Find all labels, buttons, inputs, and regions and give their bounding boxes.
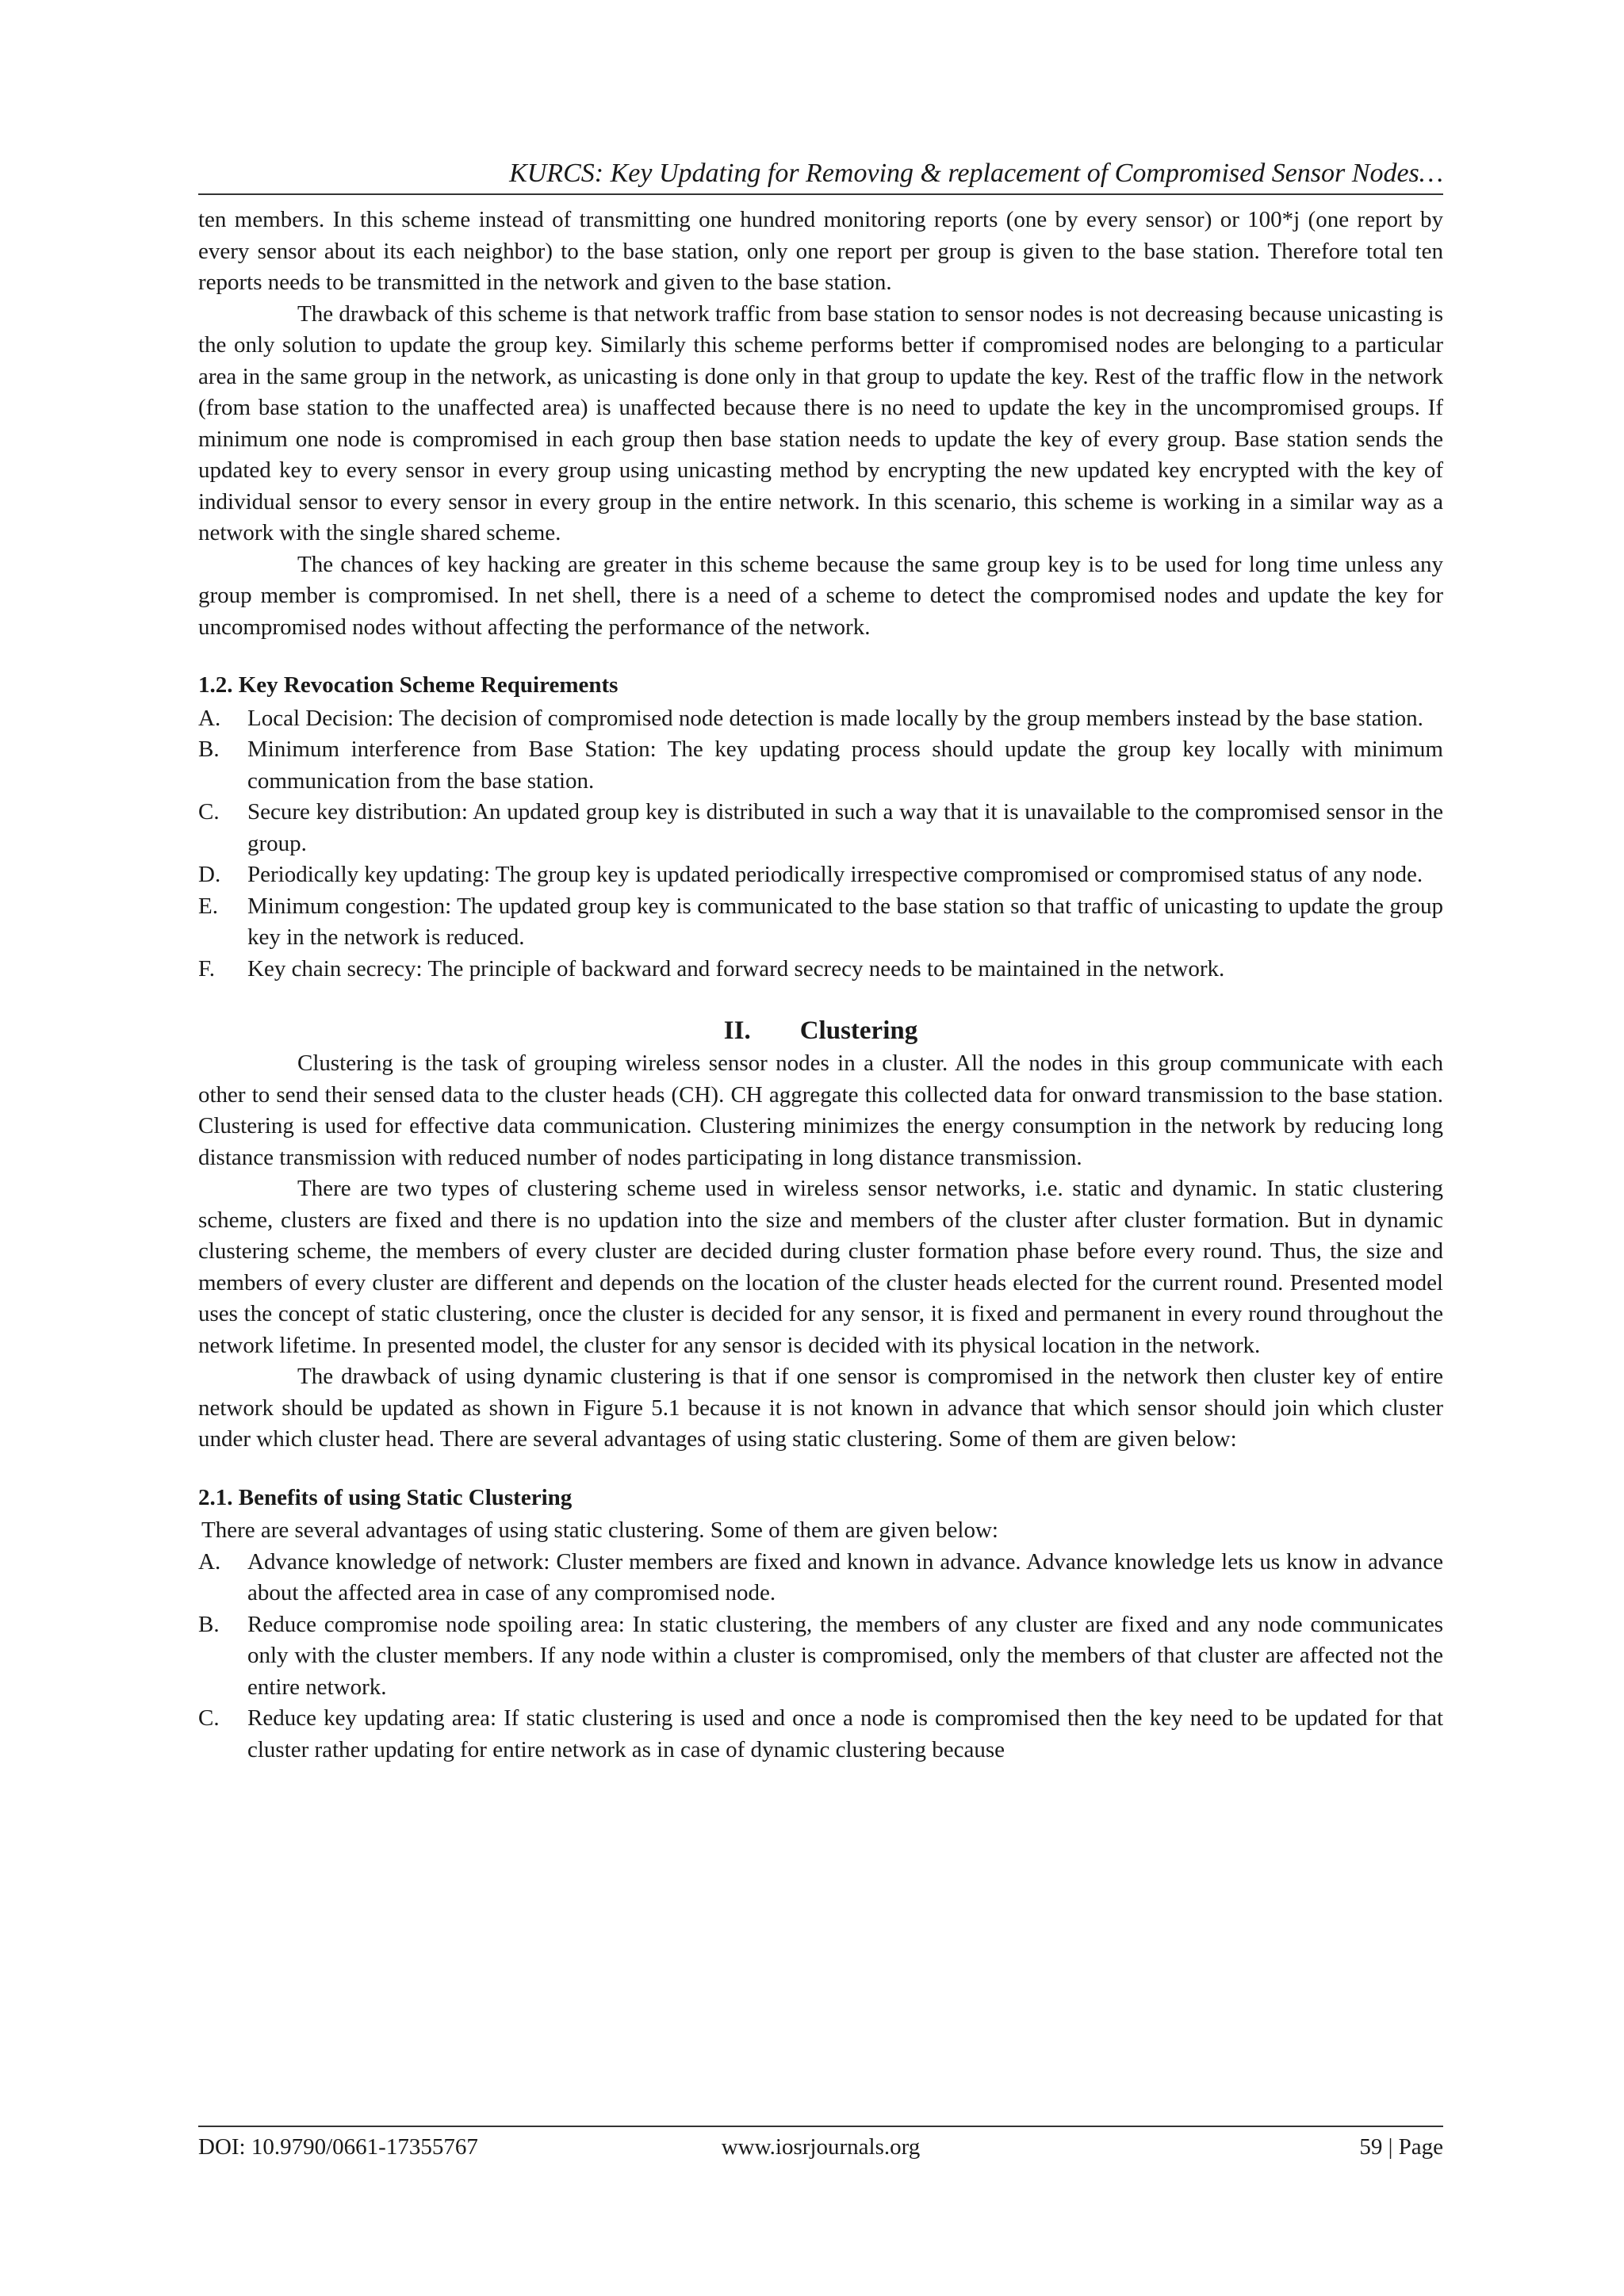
clustering-paragraph-2: There are two types of clustering scheme used in wireless sensor networks, i.e. static and dynamic. In static clustering scheme, clusters are fixed and there is no updation into the size and members of the cluster after cluster formation. But in dynamic clustering scheme, the members of every cluster are decided during cluster formation phase before every round. Thus, the size and members of every cluster are different and depends on the location of the cluster heads elected for the current round. Presented model uses the concept of static clustering, once the cluster is decided for any sensor, it is fixed and permanent in every round throughout the network lifetime. In presented model, the cluster for any sensor is decided with its physical location in the network. <box>198 1176 1443 1358</box>
list-letter: B. <box>198 737 220 762</box>
section-heading-clustering <box>198 1013 1443 1048</box>
list-letter: C. <box>198 1705 220 1731</box>
list-text: Secure key distribution: An updated group key is distributed in such a way that it is unavailable to the compromised sensor in the group. <box>247 799 1443 856</box>
list-text: Advance knowledge of network: Cluster members are fixed and known in advance. Advance knowledge lets us know in advance about the affected area in case of any compromised node. <box>247 1548 1443 1605</box>
running-header-title: KURCS: Key Updating for Removing & replacement of Compromised Sensor Nodes… <box>509 159 1443 188</box>
intro-paragraph-3: The chances of key hacking are greater in this scheme because the same group key is to be used for long time unless any group member is compromised. In net shell, there is a need of a scheme to detect the compromised nodes and update the key for uncompromised nodes without affecting the performance of the network. <box>198 551 1443 640</box>
list-text: Reduce key updating area: If static clustering is used and once a node is compromised then the key need to be updated for that cluster rather updating for entire network as in case of dynamic clustering because <box>247 1705 1443 1762</box>
footer-page-number: 59 | Page <box>1359 2134 1443 2160</box>
list-letter: C. <box>198 799 220 825</box>
list-item <box>198 703 1443 735</box>
list-item <box>198 891 1443 954</box>
list-letter: A. <box>198 1548 221 1575</box>
footer-doi: DOI: 10.9790/0661-17355767 <box>198 2134 478 2160</box>
list-item <box>198 1609 1443 1704</box>
footer-website: www.iosrjournals.org <box>721 2134 921 2160</box>
list-text: Key chain secrecy: The principle of backward and forward secrecy needs to be maintained in the network. <box>247 955 1225 982</box>
list-letter: E. <box>198 893 218 919</box>
section-number: II. <box>723 1016 751 1045</box>
list-letter: F. <box>198 955 216 982</box>
list-item <box>198 1547 1443 1609</box>
list-text: Periodically key updating: The group key is updated periodically irrespective compromised or compromised status of any node. <box>247 862 1423 887</box>
requirements-heading: 1.2. Key Revocation Scheme Requirements <box>198 672 619 698</box>
list-item <box>198 954 1443 985</box>
clustering-paragraph-3: The drawback of using dynamic clustering is that if one sensor is compromised in the network then cluster key of entire network should be updated as shown in Figure 5.1 because it is not known in advance that which sensor should join which cluster under which cluster head. There are several advantages of using static clustering. Some of them are given below: <box>198 1364 1443 1452</box>
benefits-list <box>198 1547 1443 1766</box>
list-item <box>198 797 1443 859</box>
journal-page <box>198 0 1443 2296</box>
clustering-paragraph-1: Clustering is the task of grouping wireless sensor nodes in a cluster. All the nodes in this group communicate with each other to send their sensed data to the cluster heads (CH). CH aggregate this collected data for onward transmission to the base station. Clustering is used for effective data communication. Clustering minimizes the energy consumption in the network by reducing long distance transmission with reduced number of nodes participating in long distance transmission. <box>198 1050 1443 1170</box>
section-title: Clustering <box>799 1016 918 1045</box>
list-text: Minimum congestion: The updated group key is communicated to the base station so that traffic of unicasting to update the group key in the network is reduced. <box>247 893 1443 950</box>
list-item <box>198 734 1443 797</box>
benefits-heading: 2.1. Benefits of using Static Clustering <box>198 1484 573 1510</box>
benefits-intro: There are several advantages of using static clustering. Some of them are given below: <box>201 1517 998 1543</box>
list-letter: B. <box>198 1611 220 1637</box>
intro-paragraph-1: ten members. In this scheme instead of transmitting one hundred monitoring reports (one by every sensor) or 100*j (one report by every sensor about its each neighbor) to the base station, only one report per group is given to the base station. Therefore total ten reports needs to be transmitted in the network and given to the base station. <box>198 207 1443 295</box>
list-text: Minimum interference from Base Station: The key updating process should update the group key locally with minimum communication from the base station. <box>247 737 1443 794</box>
list-item <box>198 859 1443 891</box>
intro-paragraph-2: The drawback of this scheme is that network traffic from base station to sensor nodes is not decreasing because unicasting is the only solution to update the group key. Similarly this scheme performs better if compromised nodes are belonging to a particular area in the same group in the network, as unicasting is done only in that group to update the key. Rest of the traffic flow in the network (from base station to the unaffected area) is unaffected because there is no need to update the key in the uncompromised groups. If minimum one node is compromised in each group then base station needs to update the key of every group. Base station sends the updated key to every sensor in every group using unicasting method by encrypting the new updated key encrypted with the key of individual sensor to every sensor in every group in the entire network. In this scenario, this scheme is working in a similar way as a network with the single shared scheme. <box>198 300 1443 545</box>
requirements-list <box>198 703 1443 985</box>
header-rule <box>198 193 1443 195</box>
footer-rule <box>198 2126 1443 2127</box>
page-body <box>198 205 1443 1766</box>
list-text: Reduce compromise node spoiling area: In static clustering, the members of any cluster are fixed and any node communicates only with the cluster members. If any node within a cluster is compromised, only the members of that cluster are affected not the entire network. <box>247 1611 1443 1700</box>
list-letter: A. <box>198 705 221 731</box>
list-item <box>198 1703 1443 1766</box>
list-letter: D. <box>198 862 221 887</box>
list-text: Local Decision: The decision of compromised node detection is made locally by the group members instead by the base station. <box>247 705 1423 731</box>
